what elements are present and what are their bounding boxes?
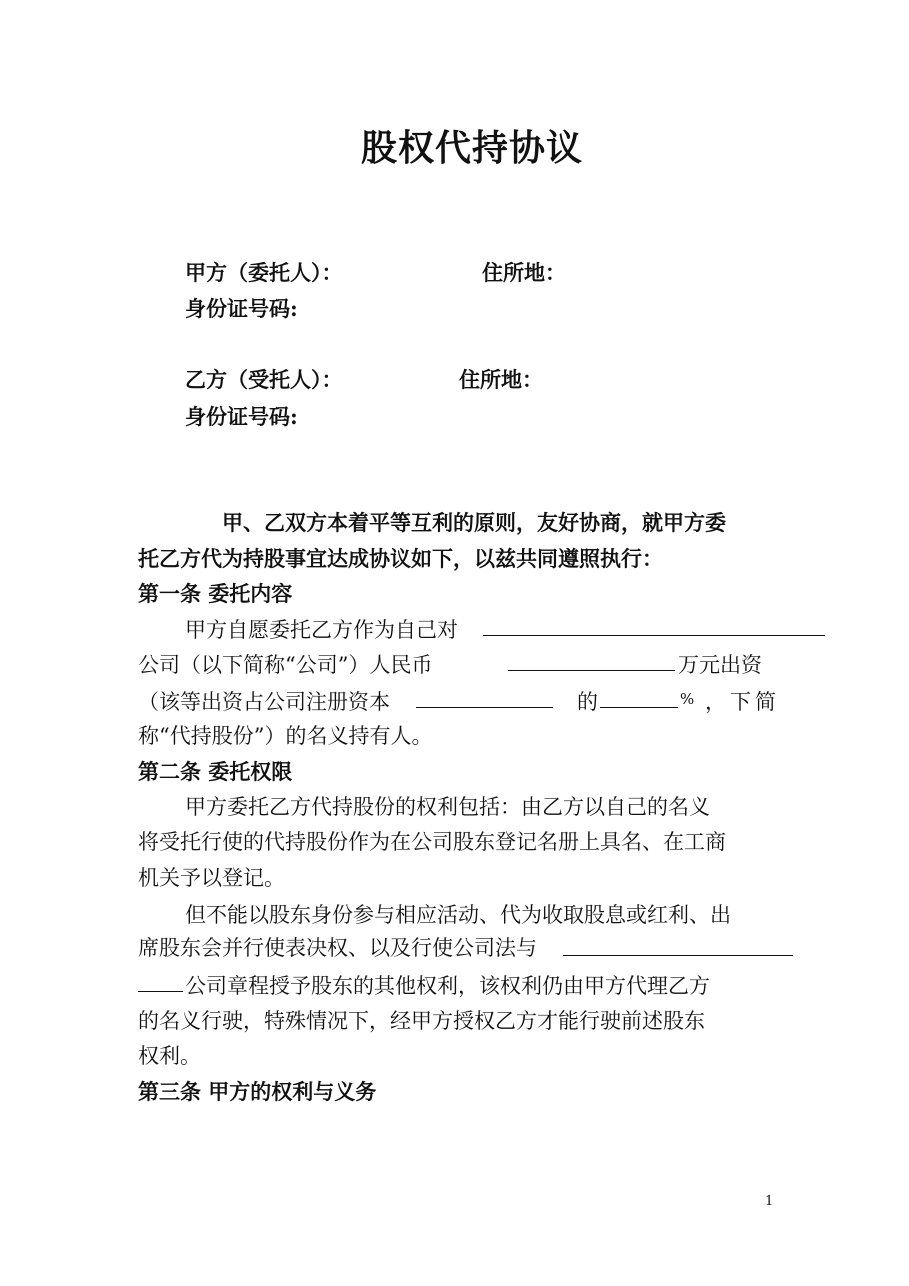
registered-capital-blank <box>416 707 553 708</box>
party-b-address-label: 住所地： <box>459 367 543 392</box>
party-b-label: 乙方（受托人）： <box>185 367 343 392</box>
party-a-address-label: 住所地： <box>482 260 566 285</box>
amount-blank <box>508 670 675 671</box>
article-1-line-2a: 公司（以下简称“公司”）人民币 <box>138 653 433 677</box>
article-3-heading: 第三条 甲方的权利与义务 <box>138 1079 377 1104</box>
article-2-line-2: 将受托行使的代持股份作为在公司股东登记名册上具名、在工商 <box>138 830 726 854</box>
article-2-line-6: 公司章程授予股东的其他权利，该权利仍由甲方代理乙方 <box>185 974 710 998</box>
article-1-line-1: 甲方自愿委托乙方作为自己对 <box>185 618 458 642</box>
law-name-blank-continued <box>138 991 183 992</box>
article-2-line-4: 但不能以股东身份参与相应活动、代为收取股息或红利、出 <box>185 903 731 927</box>
article-1-heading: 第一条 委托内容 <box>138 581 293 606</box>
article-1-line-3b: 的 <box>577 690 598 714</box>
party-a-id-label: 身份证号码: <box>185 296 298 321</box>
party-a-label: 甲方（委托人）： <box>185 260 343 285</box>
article-1-line-3d: ，下简 <box>705 690 780 714</box>
article-2-line-3: 机关予以登记。 <box>138 866 285 890</box>
article-2-line-1: 甲方委托乙方代持股份的权利包括：由乙方以自己的名义 <box>185 795 710 819</box>
percent-sign: % <box>680 690 695 708</box>
article-1-line-4: 称“代持股份”）的名义持有人。 <box>138 724 433 748</box>
article-2-heading: 第二条 委托权限 <box>138 759 293 784</box>
party-b-id-label: 身份证号码: <box>185 404 298 429</box>
page-number: 1 <box>765 1194 774 1209</box>
article-2-line-8: 权利。 <box>138 1044 201 1068</box>
preamble-line-1: 甲、乙双方本着平等互利的原则，友好协商，就甲方委 <box>222 510 726 535</box>
company-name-blank <box>483 635 825 636</box>
article-1-line-2b: 万元出资 <box>678 653 762 677</box>
preamble-line-2: 托乙方代为持股事宜达成协议如下，以兹共同遵照执行： <box>138 546 663 571</box>
law-name-blank <box>563 955 793 956</box>
article-1-line-3a: （该等出资占公司注册资本 <box>138 690 390 714</box>
document-title: 股权代持协议 <box>361 127 584 169</box>
percentage-blank <box>600 707 678 708</box>
article-2-line-7: 的名义行驶，特殊情况下，经甲方授权乙方才能行驶前述股东 <box>138 1009 705 1033</box>
article-2-line-5: 席股东会并行使表决权、以及行使公司法与 <box>138 936 537 960</box>
